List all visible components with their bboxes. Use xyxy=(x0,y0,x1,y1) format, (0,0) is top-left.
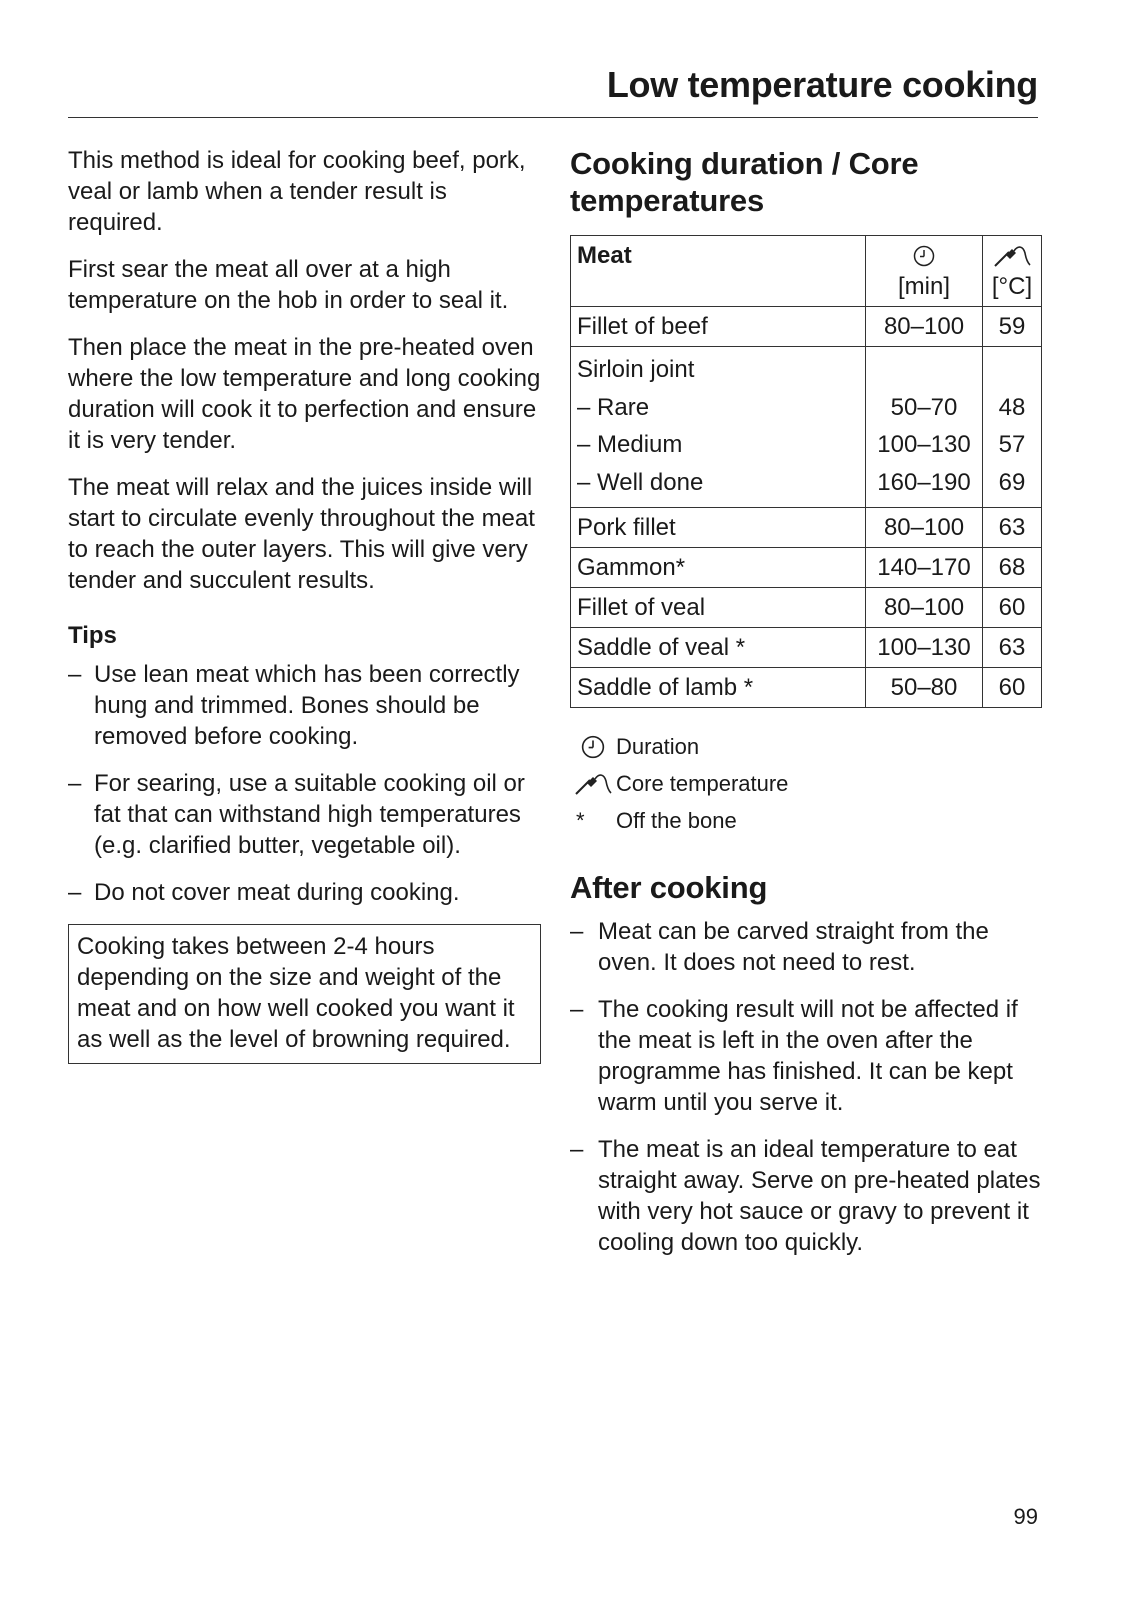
cell-duration: 80–100 xyxy=(866,307,983,347)
cell-meat: – Well done xyxy=(577,468,704,496)
cell-temp: 69 xyxy=(998,468,1026,496)
table-row xyxy=(571,588,1042,628)
cell-duration: 100–130 xyxy=(866,628,983,668)
asterisk-symbol: * xyxy=(576,808,585,833)
core-probe-icon xyxy=(992,243,1032,269)
tip-text: Use lean meat which has been correctly hung and trimmed. Bones should be removed before cooking. xyxy=(94,661,520,750)
cell-meat: Saddle of lamb * xyxy=(571,668,866,708)
cell-duration: 50–70 xyxy=(890,393,958,421)
legend-symbol xyxy=(570,735,616,759)
table-header-row xyxy=(571,236,1042,307)
cell-duration: 80–100 xyxy=(866,588,983,628)
page-title: Low temperature cooking xyxy=(606,64,1038,105)
page-number: 99 xyxy=(1013,1504,1038,1529)
after-cooking-heading: After cooking xyxy=(570,870,768,905)
legend-row-duration xyxy=(570,728,1045,765)
cell-duration: 100–130 xyxy=(877,431,971,458)
cell-meat: Fillet of beef xyxy=(571,307,866,347)
after-item xyxy=(570,1134,1045,1258)
cell-meat: Fillet of veal xyxy=(571,588,866,628)
tip-item xyxy=(68,659,544,752)
cell-duration-group xyxy=(866,347,983,508)
note-text: Cooking takes between 2-4 hours depending on the size and weight of the meat and on how well cooked you want it as well as the level of browning required. xyxy=(77,933,515,1053)
cell-meat: Sirloin joint xyxy=(577,356,695,383)
cell-duration: 160–190 xyxy=(877,468,971,496)
cell-temp-group xyxy=(983,347,1042,508)
dash-bullet: – xyxy=(68,879,82,906)
table-row xyxy=(571,508,1042,548)
cell-meat: Gammon* xyxy=(571,548,866,588)
clock-icon xyxy=(581,735,605,759)
header-temp-unit: [°C] xyxy=(991,273,1033,300)
after-cooking-list xyxy=(570,916,1045,1258)
header-core-temp xyxy=(983,236,1042,307)
after-text: The cooking result will not be affected if the meat is left in the oven after the programme has finished. It can be kept warm until you serve it. xyxy=(598,996,1018,1116)
cell-temp: 63 xyxy=(983,628,1042,668)
header-duration xyxy=(866,236,983,307)
legend-off-bone-text: Off the bone xyxy=(616,808,737,833)
legend xyxy=(570,728,1045,839)
cell-meat: Saddle of veal * xyxy=(571,628,866,668)
legend-row-off-bone xyxy=(570,802,1045,839)
cell-temp: 48 xyxy=(998,393,1026,421)
tip-text: For searing, use a suitable cooking oil or fat that can withstand high temperatures (e.g. clarified butter, vegetable oil). xyxy=(94,770,525,859)
table-row xyxy=(571,668,1042,708)
legend-core-temp-text: Core temperature xyxy=(616,771,789,796)
dash-bullet: – xyxy=(68,661,82,688)
table-row-sirloin-group xyxy=(571,347,1042,508)
table-row xyxy=(571,307,1042,347)
intro-paragraph-2: First sear the meat all over at a high temperature on the hob in order to seal it. xyxy=(68,256,509,314)
cell-temp: 63 xyxy=(983,508,1042,548)
cell-temp: 59 xyxy=(983,307,1042,347)
tips-list xyxy=(68,659,544,908)
legend-duration-text: Duration xyxy=(616,734,700,759)
dash-bullet: – xyxy=(570,996,584,1023)
tips-heading: Tips xyxy=(68,622,117,649)
cell-meat: – Rare xyxy=(577,393,650,421)
legend-row-core-temp xyxy=(570,765,1045,802)
table-heading: Cooking duration / Core temperatures xyxy=(570,146,919,218)
cooking-table xyxy=(570,235,1042,708)
after-text: Meat can be carved straight from the oven. It does not need to rest. xyxy=(598,918,989,976)
cell-duration: 50–80 xyxy=(866,668,983,708)
clock-icon xyxy=(913,245,935,267)
after-item xyxy=(570,916,1045,978)
note-box xyxy=(68,924,541,1064)
tip-item xyxy=(68,877,544,908)
after-text: The meat is an ideal temperature to eat straight away. Serve on pre-heated plates with very hot sauce or gravy to prevent it cooling down too quickly. xyxy=(598,1136,1041,1256)
dash-bullet: – xyxy=(68,770,82,797)
table-row xyxy=(571,548,1042,588)
cell-meat: – Medium xyxy=(577,431,683,458)
tip-text: Do not cover meat during cooking. xyxy=(94,879,460,906)
intro-paragraph-1: This method is ideal for cooking beef, pork, veal or lamb when a tender result is required. xyxy=(68,147,526,236)
cell-temp: 60 xyxy=(983,668,1042,708)
cell-meat: Pork fillet xyxy=(571,508,866,548)
cell-duration: 140–170 xyxy=(866,548,983,588)
intro-paragraph-4: The meat will relax and the juices inside will start to circulate evenly throughout the meat to reach the outer layers. This will give very tender and succulent results. xyxy=(68,474,535,594)
cell-temp: 68 xyxy=(983,548,1042,588)
dash-bullet: – xyxy=(570,918,584,945)
header-meat: Meat xyxy=(571,236,866,307)
cell-duration: 80–100 xyxy=(866,508,983,548)
after-item xyxy=(570,994,1045,1118)
cell-temp: 57 xyxy=(998,431,1026,458)
right-column xyxy=(570,145,1045,1274)
tip-item xyxy=(68,768,544,861)
table-row xyxy=(571,628,1042,668)
title-rule xyxy=(68,117,1038,118)
cell-meat-group xyxy=(571,347,866,508)
intro-paragraph-3: Then place the meat in the pre-heated oven where the low temperature and long cooking duration will cook it to perfection and ensure it is very tender. xyxy=(68,334,541,454)
left-column xyxy=(68,145,544,1064)
header-duration-unit: [min] xyxy=(897,273,950,300)
core-probe-icon xyxy=(573,771,613,797)
cell-temp: 60 xyxy=(983,588,1042,628)
legend-symbol xyxy=(570,771,616,797)
dash-bullet: – xyxy=(570,1136,584,1163)
